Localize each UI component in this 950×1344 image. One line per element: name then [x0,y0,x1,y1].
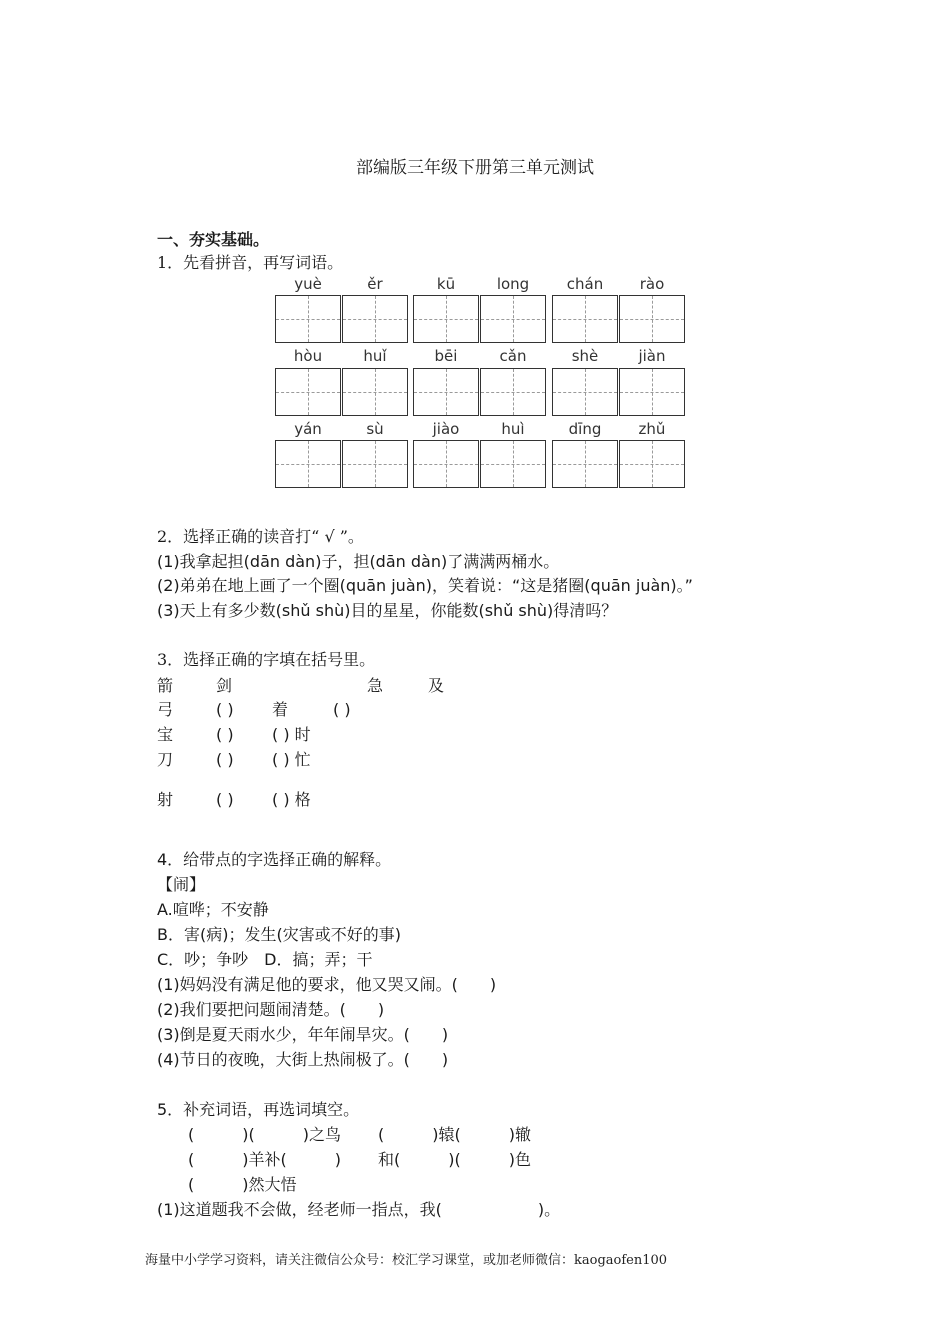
q3-blank: ( ) [216,700,234,719]
writing-box [342,368,408,416]
pinyin-label: jiào [432,420,460,438]
box-guide-line [652,369,653,415]
q3-header-word: 剑 [216,676,233,695]
q3-row-label: 宝 [157,725,174,744]
writing-box [275,440,341,488]
box-guide-line [513,369,514,415]
writing-box [619,295,685,343]
box-guide-line [585,369,586,415]
writing-box [480,295,546,343]
pinyin-label: shè [571,347,599,365]
q4-item: (3)倒是夏天雨水少，年年闹旱灾。( ) [157,1025,449,1044]
q4-option: A.喧哗；不安静 [157,900,269,919]
writing-box [413,440,479,488]
pinyin-label: chán [566,275,604,293]
writing-box [619,440,685,488]
q5-phrase: 和( )( )色 [378,1150,531,1169]
box-guide-line [446,369,447,415]
box-guide-line [513,441,514,487]
box-guide-line [375,369,376,415]
pinyin-label: yán [294,420,322,438]
box-guide-line [308,296,309,342]
box-guide-line [375,441,376,487]
writing-box [413,368,479,416]
writing-box [275,368,341,416]
question-2-item: (2)弟弟在地上画了一个圈(quān juàn)，笑着说：“这是猪圈(quān juàn)。” [157,576,693,595]
writing-box [413,295,479,343]
box-guide-line [375,296,376,342]
pinyin-label: zhǔ [638,420,666,438]
q4-word: 【闹】 [157,875,206,894]
question-3-stem: 3．选择正确的字填在括号里。 [157,650,376,669]
pinyin-label: ěr [367,275,383,293]
q4-item: (1)妈妈没有满足他的要求，他又哭又闹。( ) [157,975,497,994]
question-1-stem: 1．先看拼音，再写词语。 [157,253,344,272]
page-title: 部编版三年级下册第三单元测试 [356,158,594,178]
q5-phrase: ( )羊补( ) [188,1150,341,1169]
pinyin-label: huì [501,420,525,438]
writing-box [552,368,618,416]
writing-box [275,295,341,343]
question-2-stem: 2．选择正确的读音打“ √ ”。 [157,527,364,546]
q3-blank: ( ) 格 [272,790,311,809]
footer-note: 海量中小学学习资料，请关注微信公众号：校汇学习课堂，或加老师微信：kaogaofen100 [145,1253,668,1268]
q5-phrase: ( )然大悟 [188,1175,297,1194]
q3-row-label: 射 [157,790,174,809]
q5-item: (1)这道题我不会做，经老师一指点，我( )。 [157,1200,561,1219]
pinyin-label: rào [639,275,665,293]
box-guide-line [446,441,447,487]
writing-box [480,440,546,488]
q3-row-label: 刀 [157,750,174,769]
box-guide-line [308,441,309,487]
pinyin-label: jiàn [638,347,666,365]
q3-header-word: 急 [367,676,384,695]
box-guide-line [513,296,514,342]
q3-row-label: 着 [272,700,289,719]
q3-blank: ( ) [216,725,234,744]
q3-header-word: 及 [428,676,445,695]
question-5-stem: 5．补充词语，再选词填空。 [157,1100,360,1119]
q3-blank: ( ) [216,750,234,769]
q3-blank: ( ) [333,700,351,719]
pinyin-label: yuè [294,275,322,293]
pinyin-label: dīng [568,420,602,438]
q3-row-label: 弓 [157,700,174,719]
box-guide-line [585,296,586,342]
section-heading: 一、夯实基础。 [157,230,270,249]
writing-box [342,295,408,343]
box-guide-line [446,296,447,342]
pinyin-label: cǎn [499,347,527,365]
writing-box [480,368,546,416]
box-guide-line [308,369,309,415]
q4-item: (4)节日的夜晚，大街上热闹极了。( ) [157,1050,449,1069]
q4-item: (2)我们要把问题闹清楚。( ) [157,1000,385,1019]
q4-option: C．吵；争吵 D．搞；弄；干 [157,950,373,969]
question-2-item: (1)我拿起担(dān dàn)子，担(dān dàn)了满满两桶水。 [157,552,560,571]
box-guide-line [652,296,653,342]
q5-phrase: ( )( )之鸟 [188,1125,341,1144]
question-2-item: (3)天上有多少数(shǔ shù)目的星星，你能数(shǔ shù)得清吗？ [157,601,618,620]
writing-box [552,440,618,488]
pinyin-label: kū [436,275,456,293]
q3-header-word: 箭 [157,676,174,695]
q3-blank: ( ) 忙 [272,750,311,769]
pinyin-label: long [496,275,530,293]
q3-blank: ( ) [216,790,234,809]
pinyin-label: sù [366,420,384,438]
q3-blank: ( ) 时 [272,725,311,744]
q5-phrase: ( )辕( )辙 [378,1125,531,1144]
pinyin-label: bēi [434,347,458,365]
writing-box [619,368,685,416]
box-guide-line [652,441,653,487]
pinyin-label: hòu [293,347,323,365]
writing-box [342,440,408,488]
pinyin-label: huǐ [363,347,387,365]
q4-option: B．害(病)；发生(灾害或不好的事) [157,925,401,944]
writing-box [552,295,618,343]
box-guide-line [585,441,586,487]
question-4-stem: 4．给带点的字选择正确的解释。 [157,850,392,869]
